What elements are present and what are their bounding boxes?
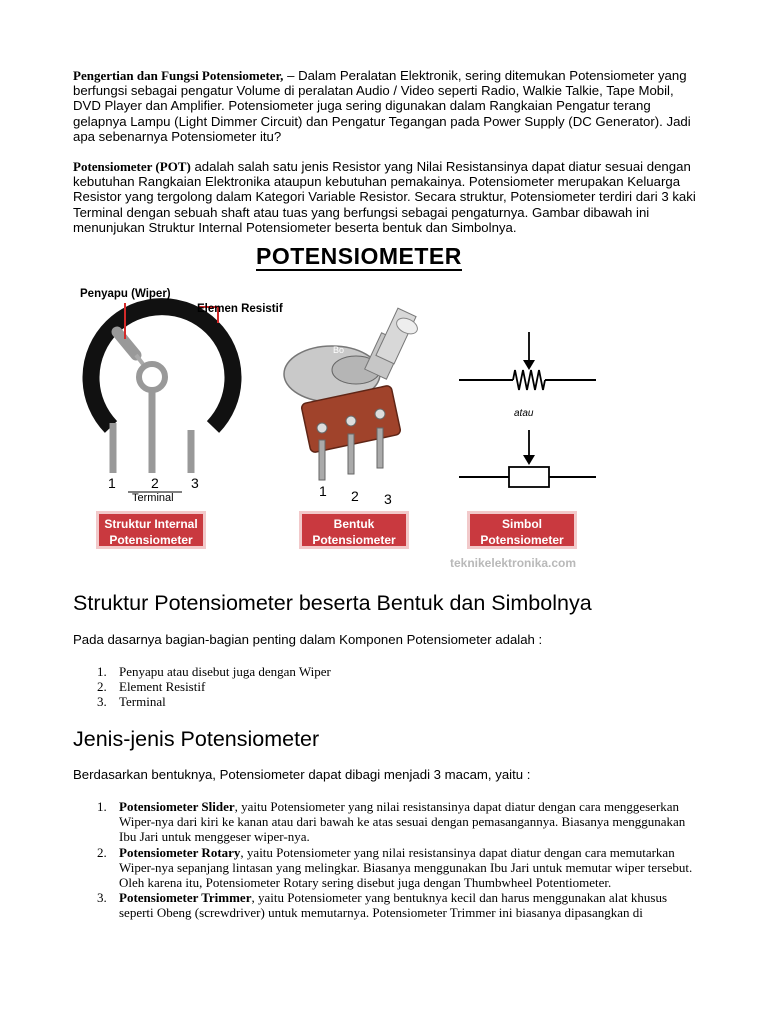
wiper-pivot bbox=[139, 364, 165, 390]
pot-pin-hole-2 bbox=[346, 416, 356, 426]
intro-lead: Pengertian dan Fungsi Potensiometer, bbox=[73, 68, 284, 83]
internal-pin-2-label: 2 bbox=[151, 475, 159, 491]
figure-title: POTENSIOMETER bbox=[256, 243, 462, 269]
terminal-label: Terminal bbox=[132, 492, 174, 504]
box-resistor bbox=[509, 467, 549, 487]
definition-paragraph bbox=[73, 159, 703, 235]
list-item: 2. Potensiometer Rotary, yaitu Potensiometer yang nilai resistansinya dapat diatur dengan cara memutarkan Wiper-nya sepanjang lintasan yang melingkar. Biasanya menggunakan Ibu Jari untuk memutar wiper tersebut. Oleh karena itu, Potensiometer Rotary sering disebut juga dengan Thumbwheel Potentiometer. bbox=[97, 844, 693, 891]
pot-leg-1 bbox=[319, 440, 325, 480]
list-item: 3. Terminal bbox=[97, 694, 166, 710]
section-heading-jenis: Jenis-jenis Potensiometer bbox=[73, 727, 320, 751]
section-heading-struktur: Struktur Potensiometer beserta Bentuk dan Simbolnya bbox=[73, 591, 592, 615]
caption-symbol: Simbol Potensiometer bbox=[467, 511, 577, 549]
potentiometer-figure bbox=[66, 240, 626, 575]
struktur-intro: Pada dasarnya bagian-bagian penting dalam Komponen Potensiometer adalah : bbox=[73, 632, 543, 647]
pot-leg-3 bbox=[377, 428, 383, 468]
symbol2-arrow-head bbox=[523, 455, 535, 465]
internal-structure-diagram bbox=[91, 303, 233, 492]
resistive-element-label: Elemen Resistif bbox=[197, 303, 283, 315]
list-item: 2. Element Resistif bbox=[97, 679, 206, 695]
list-item: 1. Penyapu atau disebut juga dengan Wiper bbox=[97, 664, 331, 679]
list-item: 3. Potensiometer Trimmer, yaitu Potensiometer yang bentuknya kecil dan harus menggunakan alat khusus seperti Obeng (screwdriver) untuk memutarnya. Potensiometer Trimmer ini biasanya dipasangkan di bbox=[97, 890, 668, 921]
pot-pin-2-label: 2 bbox=[351, 488, 359, 504]
pot-pin-hole-3 bbox=[375, 409, 385, 419]
definition-lead: Potensiometer (POT) bbox=[73, 159, 191, 174]
internal-pin-3-label: 3 bbox=[191, 475, 199, 491]
caption-shape: Bentuk Potensiometer bbox=[299, 511, 409, 549]
pot-body-mark: Bo bbox=[333, 345, 345, 355]
pot-pin-hole-1 bbox=[317, 423, 327, 433]
pot-pin-3-label: 3 bbox=[384, 491, 392, 507]
wiper-label: Penyapu (Wiper) bbox=[80, 288, 171, 300]
wiper-arm bbox=[117, 332, 136, 355]
intro-paragraph bbox=[73, 68, 703, 144]
caption-internal-structure: Struktur Internal Potensiometer bbox=[96, 511, 206, 549]
watermark: teknikelektronika.com bbox=[450, 556, 577, 570]
types-list bbox=[73, 799, 698, 921]
intro-text: – Dalam Peralatan Elektronik, sering ditemukan Potensiometer yang berfungsi sebagai pengatur Volume di peralatan Audio / Video seperti Radio, Walkie Talkie, Tape Mobil, DVD Player dan Amplifier. Potensiometer juga sering digunakan dalam Rangkaian Pengatur terang gelapnya Lampu (Light Dimmer Circuit) dan Pengatur Tegangan pada Power Supply (DC Generator). Jadi apa sebenarnya Potensiometer itu? bbox=[73, 68, 691, 144]
definition-text: adalah salah satu jenis Resistor yang Nilai Resistansinya dapat diatur sesuai dengan kebutuhan Rangkaian Elektronika ataupun kebutuhan pemakainya. Potensiometer merupakan Keluarga Resistor yang tergolong dalam Kategori Variable Resistor. Secara struktur, Potensiometer terdiri dari 3 kaki Terminal dengan sebuah shaft atau tuas yang berfungsi sebagai pengaturnya. Gambar dibawah ini menunjukan Struktur Internal Potensiometer beserta bentuk dan Simbolnya. bbox=[73, 159, 696, 235]
parts-list bbox=[73, 664, 698, 710]
symbol1-arrow-head bbox=[523, 360, 535, 370]
list-item: 1. Potensiometer Slider, yaitu Potensiometer yang nilai resistansinya dapat diatur dengan cara menggeserkan Wiper-nya dari kiri ke kanan atau dari bawah ke atas sesuai dengan pemasangannya. Biasanya menggunakan Ibu Jari untuk menggeser wiper-nya. bbox=[97, 799, 686, 845]
alternative-label: atau bbox=[514, 408, 534, 419]
jenis-intro: Berdasarkan bentuknya, Potensiometer dapat dibagi menjadi 3 macam, yaitu : bbox=[73, 767, 531, 782]
rotary-potentiometer-illustration bbox=[284, 308, 420, 480]
zigzag-resistor bbox=[513, 370, 545, 390]
internal-pin-1-label: 1 bbox=[108, 475, 116, 491]
pot-pin-1-label: 1 bbox=[319, 483, 327, 499]
pot-leg-2 bbox=[348, 434, 354, 474]
